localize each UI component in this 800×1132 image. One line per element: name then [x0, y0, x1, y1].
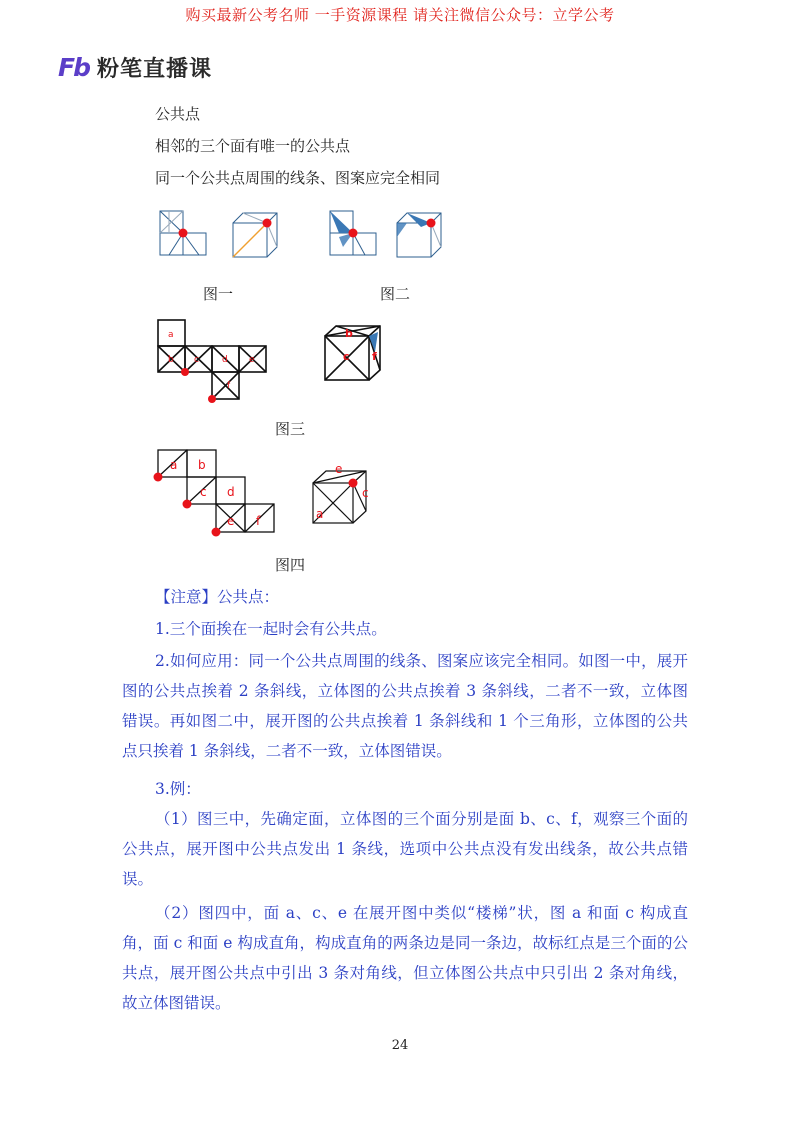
figure-3-caption: 图三 [275, 420, 306, 438]
figure-4-label-a: a [170, 458, 178, 472]
figure-4-net-marker-3 [212, 528, 221, 537]
notes-p3: 3.例： [155, 780, 201, 798]
figure-2-caption: 图二 [380, 285, 411, 303]
figure-3-net-marker-1 [181, 368, 189, 376]
figure-3-cube-label-b: b [345, 327, 353, 340]
figure-1 [155, 205, 285, 265]
logo-mark: Fb [58, 53, 89, 82]
figure-1-cube [233, 213, 277, 257]
figure-3 [150, 312, 400, 412]
figure-2-net-marker [349, 229, 358, 238]
figure-4-net-marker-2 [183, 500, 192, 509]
notes-title: 【注意】公共点： [155, 588, 280, 606]
figure-4-cube-label-c: c [362, 486, 369, 500]
figure-2-net-triangle [330, 211, 353, 233]
figure-1-net-marker [179, 229, 188, 238]
figure-3-label-b: b [168, 355, 174, 365]
page-number: 24 [391, 1038, 409, 1053]
figure-4 [148, 445, 393, 545]
figure-3-cube-label-f: f [372, 350, 377, 363]
figure-3-net-marker-2 [208, 395, 216, 403]
figure-4-caption: 图四 [275, 556, 306, 574]
section-heading: 公共点 [155, 105, 201, 123]
figure-3-label-f: f [227, 381, 231, 391]
figure-4-label-d: d [227, 485, 235, 499]
notes-p1: 1.三个面挨在一起时会有公共点。 [155, 620, 387, 638]
figure-3-label-c: c [194, 355, 199, 365]
figure-1-caption: 图一 [203, 285, 234, 303]
notes-p2: 2.如何应用：同一个公共点周围的线条、图案应该完全相同。如图一中，展开图的公共点挨着 2 条斜线，立体图的公共点挨着 3 条斜线，二者不一致，立体图错误。再如图二中，展开图的公共点挨着 1 条斜线和 1 个三角形，立体图的公共点只挨着 1 条斜线，二者不一致，立体图错误。 [122, 652, 688, 760]
figure-3-label-a: a [168, 330, 174, 340]
figure-4-cube-label-e: e [335, 462, 343, 476]
figure-1-cube-marker [263, 219, 272, 228]
logo-text: 粉笔直播课 [96, 57, 212, 82]
notes-p5: （2）图四中，面 a、c、e 在展开图中类似“楼梯”状，图 a 和面 c 构成直角，面 c 和面 e 构成直角，构成直角的两条边是同一条边，故标红点是三个面的公共点，展开图公共点中引出 3 条对角线，但立体图公共点中只引出 2 条对角线，故立体图错误。 [122, 904, 688, 1012]
intro-line-1: 相邻的三个面有唯一的公共点 [155, 137, 351, 155]
figure-4-cube-marker [349, 479, 358, 488]
figure-4-label-e: e [227, 514, 235, 528]
figure-2-cube-marker [427, 219, 436, 228]
figure-2 [325, 205, 450, 265]
notes-p4: （1）图三中，先确定面，立体图的三个面分别是面 b、c、f，观察三个面的公共点，展开图中公共点发出 1 条线，选项中公共点没有发出线条，故公共点错误。 [122, 810, 688, 888]
intro-line-2: 同一个公共点周围的线条、图案应完全相同 [155, 169, 441, 187]
brand-logo [58, 52, 212, 83]
promo-banner: 购买最新公考名师 一手资源课程 请关注微信公众号：立学公考 [185, 6, 615, 24]
figure-3-label-d: d [222, 355, 228, 365]
figure-2-cube-triangle-2 [397, 223, 407, 237]
figure-4-label-b: b [198, 458, 206, 472]
figure-3-cube-label-c: c [343, 350, 350, 363]
figure-4-label-f: f [256, 514, 261, 528]
figure-3-label-e: e [249, 355, 255, 365]
figure-4-net-marker-1 [154, 473, 163, 482]
figure-4-cube-label-a: a [316, 507, 324, 521]
figure-4-label-c: c [200, 485, 207, 499]
